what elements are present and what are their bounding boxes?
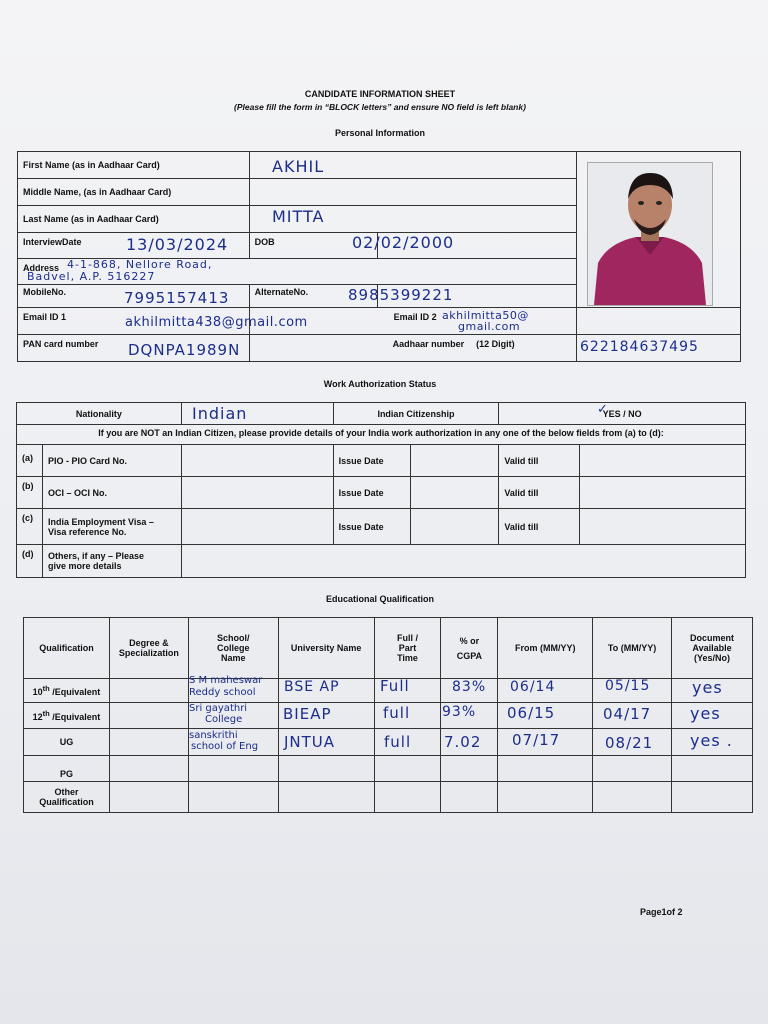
others-field[interactable] [181, 545, 745, 578]
interview-date-value: 13/03/2024 [126, 235, 229, 254]
univ-cell[interactable] [278, 756, 374, 782]
from-12th: 06/15 [507, 704, 556, 722]
visa-field[interactable] [181, 509, 333, 545]
time-12th: full [383, 704, 411, 722]
header-document [672, 618, 753, 679]
univ-12th: BIEAP [283, 705, 332, 723]
qual-12th [24, 703, 110, 729]
nationality-label: Nationality [17, 403, 182, 425]
to-ug: 08/21 [605, 734, 654, 752]
from-cell[interactable] [498, 782, 593, 813]
school-ug-l1: sanskrithi [189, 730, 238, 741]
work-section-title: Work Authorization Status [323, 379, 437, 389]
score-12th: 93% [442, 704, 477, 720]
last-name-value: MITTA [272, 207, 325, 226]
header-score-l1: % or [459, 635, 480, 646]
time-cell[interactable] [374, 782, 441, 813]
aadhaar-hint: (12 Digit) [476, 339, 515, 349]
school-10th-l2: Reddy school [189, 687, 256, 698]
work-row-a-key: (a) [17, 445, 43, 477]
table-row [24, 782, 753, 813]
pan-value: DQNPA1989N [128, 341, 241, 359]
work-row-a-issue: Issue Date [333, 445, 411, 477]
portrait-image [588, 163, 712, 305]
header-school-l1: School/ [217, 633, 250, 643]
to-cell[interactable] [593, 756, 672, 782]
alternate-label: AlternateNo. [249, 285, 377, 308]
header-time [374, 618, 441, 679]
email1-label: Email ID 1 [18, 308, 250, 335]
header-school-l3: Name [221, 653, 246, 663]
qual-12th-num: 12 [32, 712, 43, 722]
univ-ug: JNTUA [284, 733, 336, 751]
to-cell[interactable] [593, 782, 672, 813]
pio-issue-field[interactable] [411, 445, 499, 477]
middle-name-label: Middle Name, (as in Aadhaar Card) [18, 179, 250, 206]
qual-12th-sup: th [42, 709, 50, 718]
header-time-l2: Part [398, 643, 417, 653]
header-score [441, 618, 498, 679]
pio-valid-field[interactable] [580, 445, 746, 477]
visa-issue-field[interactable] [411, 509, 499, 545]
header-school [188, 618, 278, 679]
work-row-d-label: Others, if any – Please [47, 551, 145, 561]
work-row-c-label: India Employment Visa – [47, 516, 154, 527]
address-label: Address [23, 263, 60, 273]
qual-10th-num: 10 [32, 687, 43, 697]
mobile-value: 7995157413 [124, 289, 230, 307]
work-row-b-valid: Valid till [499, 477, 580, 509]
address-line1: 4-1-868, Nellore Road, [67, 258, 213, 271]
first-name-value: AKHIL [272, 157, 325, 176]
page-number: Page1of 2 [640, 907, 683, 917]
address-line2: Badvel, A.P. 516227 [27, 270, 156, 283]
email1-value: akhilmitta438@gmail.com [125, 315, 308, 330]
candidate-photo [587, 162, 713, 306]
qual-12th-suffix: /Equivalent [49, 712, 101, 722]
visa-valid-field[interactable] [580, 509, 746, 545]
school-cell[interactable] [188, 782, 278, 813]
nationality-value: Indian [192, 404, 248, 423]
score-10th: 83% [452, 679, 487, 695]
work-row-d-label-cell [42, 545, 181, 578]
doc-cell[interactable] [672, 756, 753, 782]
first-name-label: First Name (as in Aadhaar Card) [18, 152, 250, 179]
degree-cell[interactable] [109, 782, 188, 813]
header-document-l3: (Yes/No) [694, 653, 731, 663]
work-row-c-label-cell [42, 509, 181, 545]
from-10th: 06/14 [510, 679, 556, 695]
work-instruction: If you are NOT an Indian Citizen, please provide details of your India work authorization in any one of the below fields from (a) to (d): [17, 425, 746, 445]
header-degree-l1: Degree & [129, 638, 169, 648]
header-qualification: Qualification [24, 618, 110, 679]
header-document-l1: Document [690, 633, 735, 643]
school-ug-l2: school of Eng [191, 741, 259, 752]
pio-card-field[interactable] [181, 445, 333, 477]
table-row [24, 756, 753, 782]
school-10th-l1: S M maheswar [189, 675, 263, 686]
doc-10th: yes [692, 678, 723, 697]
work-row-c-issue: Issue Date [333, 509, 411, 545]
personal-section-title: Personal Information [334, 128, 425, 138]
email-spare-cell [577, 308, 741, 335]
citizenship-tick: ✓ [597, 402, 609, 417]
header-to: To (MM/YY) [593, 618, 672, 679]
form-title: CANDIDATE INFORMATION SHEET [304, 89, 456, 99]
time-10th: Full [380, 677, 410, 695]
work-row-c-label2: Visa reference No. [47, 526, 127, 537]
email2-label: Email ID 2 [393, 312, 437, 322]
univ-cell[interactable] [278, 782, 374, 813]
degree-cell[interactable] [109, 729, 188, 756]
doc-12th: yes [690, 704, 721, 723]
work-row-a-label: PIO - PIO Card No. [42, 445, 181, 477]
email2-value-line1: akhilmitta50@ [442, 309, 529, 322]
to-12th: 04/17 [603, 705, 652, 723]
dob-label: DOB [249, 233, 377, 259]
citizenship-label: Indian Citizenship [333, 403, 499, 425]
work-row-b-key: (b) [17, 477, 43, 509]
header-time-l1: Full / [396, 633, 418, 643]
qual-ug: UG [24, 729, 110, 756]
work-row-b-issue: Issue Date [333, 477, 411, 509]
middle-name-field[interactable] [249, 179, 577, 206]
aadhaar-label-cell [249, 335, 577, 362]
degree-cell[interactable] [109, 703, 188, 729]
citizenship-options-text: YES / NO [602, 408, 642, 419]
school-12th-l1: Sri gayathri [189, 703, 248, 714]
qual-10th-sup: th [42, 684, 50, 693]
work-row-d-label2: give more details [47, 561, 122, 571]
score-cell[interactable] [441, 782, 498, 813]
from-ug: 07/17 [512, 731, 561, 749]
education-section-title: Educational Qualification [325, 594, 434, 604]
work-row-c-key: (c) [17, 509, 43, 545]
header-degree [109, 618, 188, 679]
work-authorization-table [16, 402, 746, 578]
alternate-value: 8985399221 [348, 286, 454, 304]
header-time-l3: Time [397, 653, 418, 663]
header-document-l2: Available [692, 643, 732, 653]
from-cell[interactable] [498, 756, 593, 782]
dob-value: 02/02/2000 [352, 233, 455, 252]
citizenship-options[interactable] [499, 403, 746, 425]
work-row-d-key: (d) [17, 545, 43, 578]
qual-other-l1: Other [54, 787, 79, 797]
header-degree-l2: Specialization [118, 648, 179, 658]
time-ug: full [384, 733, 412, 751]
work-row-a-valid: Valid till [499, 445, 580, 477]
email2-value-line2: gmail.com [458, 320, 521, 333]
aadhaar-label: Aadhaar number [392, 339, 465, 349]
univ-10th: BSE AP [284, 679, 340, 695]
pan-label: PAN card number [18, 335, 250, 362]
work-row-b-label: OCI – OCI No. [42, 477, 181, 509]
doc-ug: yes . [690, 731, 733, 750]
form-subtitle: (Please fill the form in “BLOCK letters” and ensure NO field is left blank) [234, 102, 526, 112]
score-ug: 7.02 [444, 733, 482, 751]
school-12th-l2: College [205, 714, 243, 725]
work-row-c-valid: Valid till [499, 509, 580, 545]
degree-cell[interactable] [109, 756, 188, 782]
qual-other-l2: Qualification [39, 797, 94, 807]
score-cell[interactable] [441, 756, 498, 782]
time-cell[interactable] [374, 756, 441, 782]
oci-field[interactable] [181, 477, 333, 509]
qual-10th [24, 679, 110, 703]
header-score-l2: CGPA [456, 650, 483, 661]
header-school-l2: College [217, 643, 250, 653]
interview-date-label: InterviewDate [18, 233, 250, 259]
header-from: From (MM/YY) [498, 618, 593, 679]
qual-pg: PG [24, 756, 110, 782]
mobile-label: MobileNo. [18, 285, 250, 308]
oci-valid-field[interactable] [580, 477, 746, 509]
qual-other [24, 782, 110, 813]
degree-cell[interactable] [109, 679, 188, 703]
school-cell[interactable] [188, 756, 278, 782]
oci-issue-field[interactable] [411, 477, 499, 509]
doc-cell[interactable] [672, 782, 753, 813]
qual-10th-suffix: /Equivalent [49, 687, 101, 697]
to-10th: 05/15 [605, 678, 651, 694]
header-university: University Name [278, 618, 374, 679]
last-name-label: Last Name (as in Aadhaar Card) [18, 206, 250, 233]
aadhaar-value: 622184637495 [580, 339, 699, 355]
